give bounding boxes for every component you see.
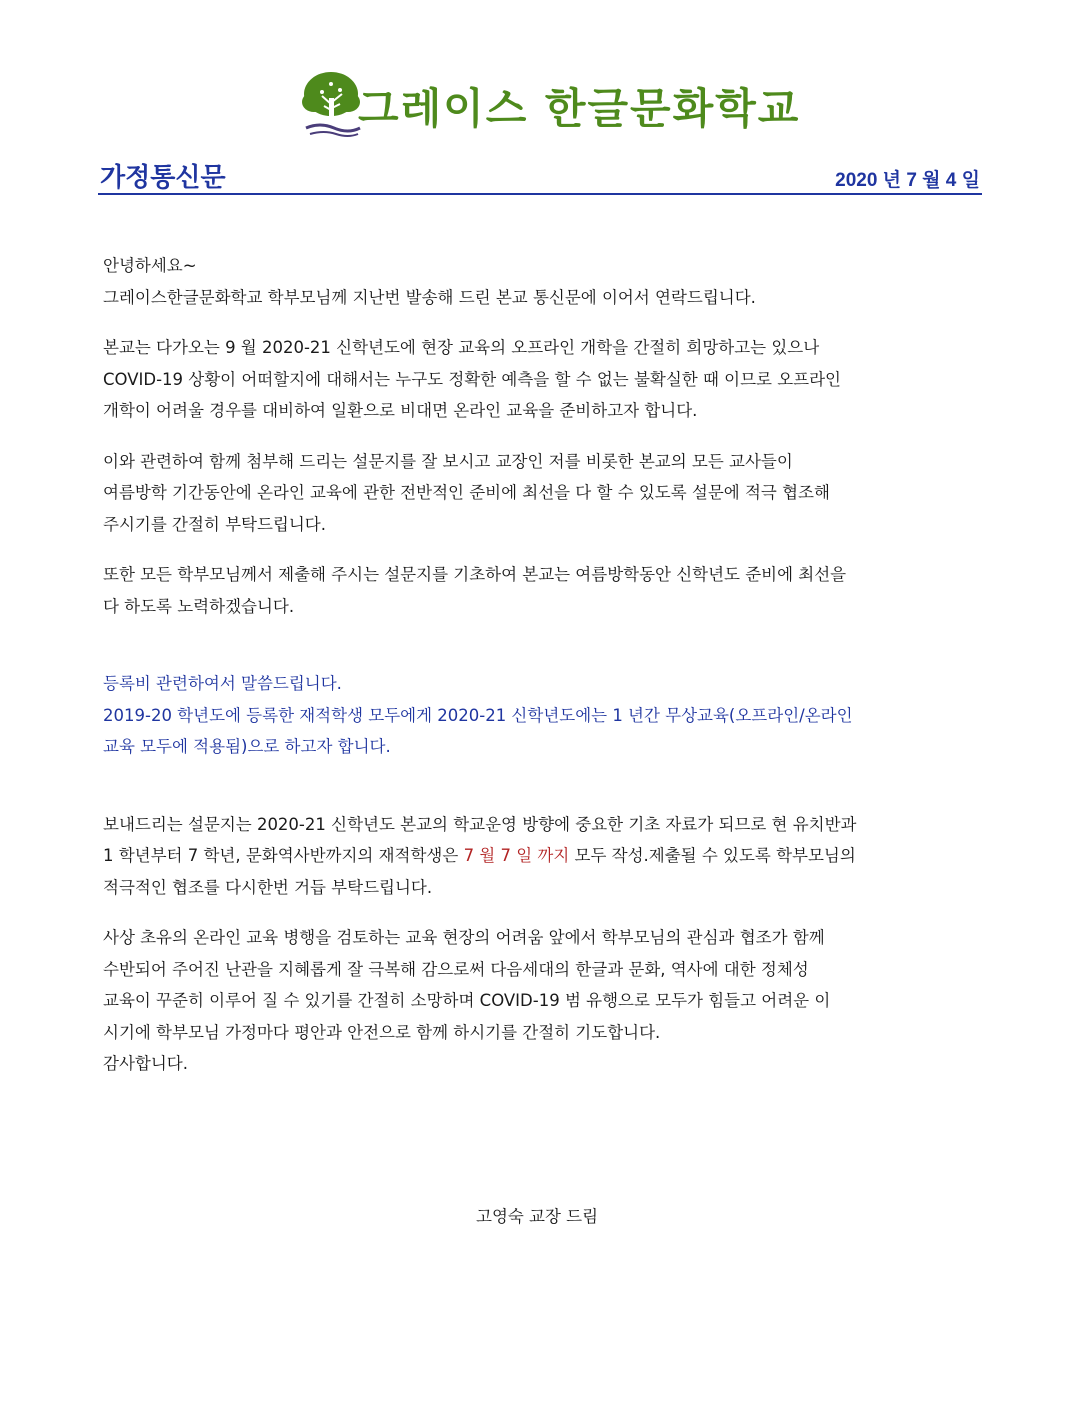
- para4-line2: [103, 840, 1003, 872]
- para1-line1: 본교는 다가오는 9 월 2020-21 신학년도에 현장 교육의 오프라인 개학을 간절히 희망하고는 있으나: [103, 338, 820, 357]
- para5-line3: 교육이 꾸준히 이루어 질 수 있기를 간절히 소망하며 COVID-19 범 유행으로 모두가 힘들고 어려운 이: [103, 991, 831, 1010]
- para2-line3: 주시기를 간절히 부탁드립니다.: [103, 514, 326, 534]
- para5-line1: 사상 초유의 온라인 교육 병행을 검토하는 교육 현장의 어려움 앞에서 학부모님의 관심과 협조가 함께: [103, 928, 825, 947]
- para4-line2-after: 모두 작성.제출될 수 있도록 학부모님의: [569, 846, 856, 865]
- page-title: 가정통신문: [100, 163, 226, 193]
- para1-line3: 개학이 어려울 경우를 대비하여 일환으로 비대면 온라인 교육을 준비하고자 합니다.: [103, 401, 698, 420]
- para2-line1: 이와 관련하여 함께 첨부해 드리는 설문지를 잘 보시고 교장인 저를 비롯한 본교의 모든 교사들이: [103, 451, 793, 471]
- school-logo: [300, 70, 801, 140]
- closing-thanks: 감사합니다.: [103, 1054, 188, 1073]
- issue-date: 2020 년 7 월 4 일: [835, 170, 980, 191]
- para2-line2: 여름방학 기간동안에 온라인 교육에 관한 전반적인 준비에 최선을 다 할 수 있도록 설문에 적극 협조해: [103, 483, 830, 502]
- para4-line1: 보내드리는 설문지는 2020-21 신학년도 본교의 학교운영 방향에 중요한 기초 자료가 되므로 현 유치반과: [103, 814, 857, 834]
- school-name: 그레이스 한글문화학교: [358, 84, 801, 133]
- para3-line1: 또한 모든 학부모님께서 제출해 주시는 설문지를 기초하여 본교는 여름방학동안 신학년도 준비에 최선을: [103, 565, 847, 584]
- survey-deadline: 7 월 7 일 까지: [463, 846, 570, 865]
- signature: 고영숙 교장 드림: [476, 1207, 599, 1226]
- intro-line: 그레이스한글문화학교 학부모님께 지난번 발송해 드린 본교 통신문에 이어서 연락드립니다.: [103, 287, 756, 307]
- tree-logo-icon: [300, 70, 362, 138]
- tuition-line2: 교육 모두에 적용됨)으로 하고자 합니다.: [103, 737, 391, 756]
- para1-line2: COVID-19 상황이 어떠할지에 대해서는 누구도 정확한 예측을 할 수 없는 불확실한 때 이므로 오프라인: [103, 369, 841, 389]
- tuition-line1: 2019-20 학년도에 등록한 재적학생 모두에게 2020-21 신학년도에는 1 년간 무상교육(오프라인/온라인: [103, 705, 853, 725]
- letter-body: [103, 250, 1003, 1080]
- para5-line4: 시기에 학부모님 가정마다 평안과 안전으로 함께 하시기를 간절히 기도합니다.: [103, 1022, 661, 1042]
- newsletter-header: [98, 155, 982, 195]
- para5-line2: 수반되어 주어진 난관을 지혜롭게 잘 극복해 감으로써 다음세대의 한글과 문화, 역사에 대한 정체성: [103, 959, 809, 979]
- para4-line2-before: 1 학년부터 7 학년, 문화역사반까지의 재적학생은: [103, 846, 464, 865]
- para4-line3: 적극적인 협조를 다시한번 거듭 부탁드립니다.: [103, 877, 433, 897]
- para3-line2: 다 하도록 노력하겠습니다.: [103, 596, 295, 616]
- tuition-heading: 등록비 관련하여서 말씀드립니다.: [103, 674, 342, 693]
- greeting: 안녕하세요~: [103, 256, 197, 275]
